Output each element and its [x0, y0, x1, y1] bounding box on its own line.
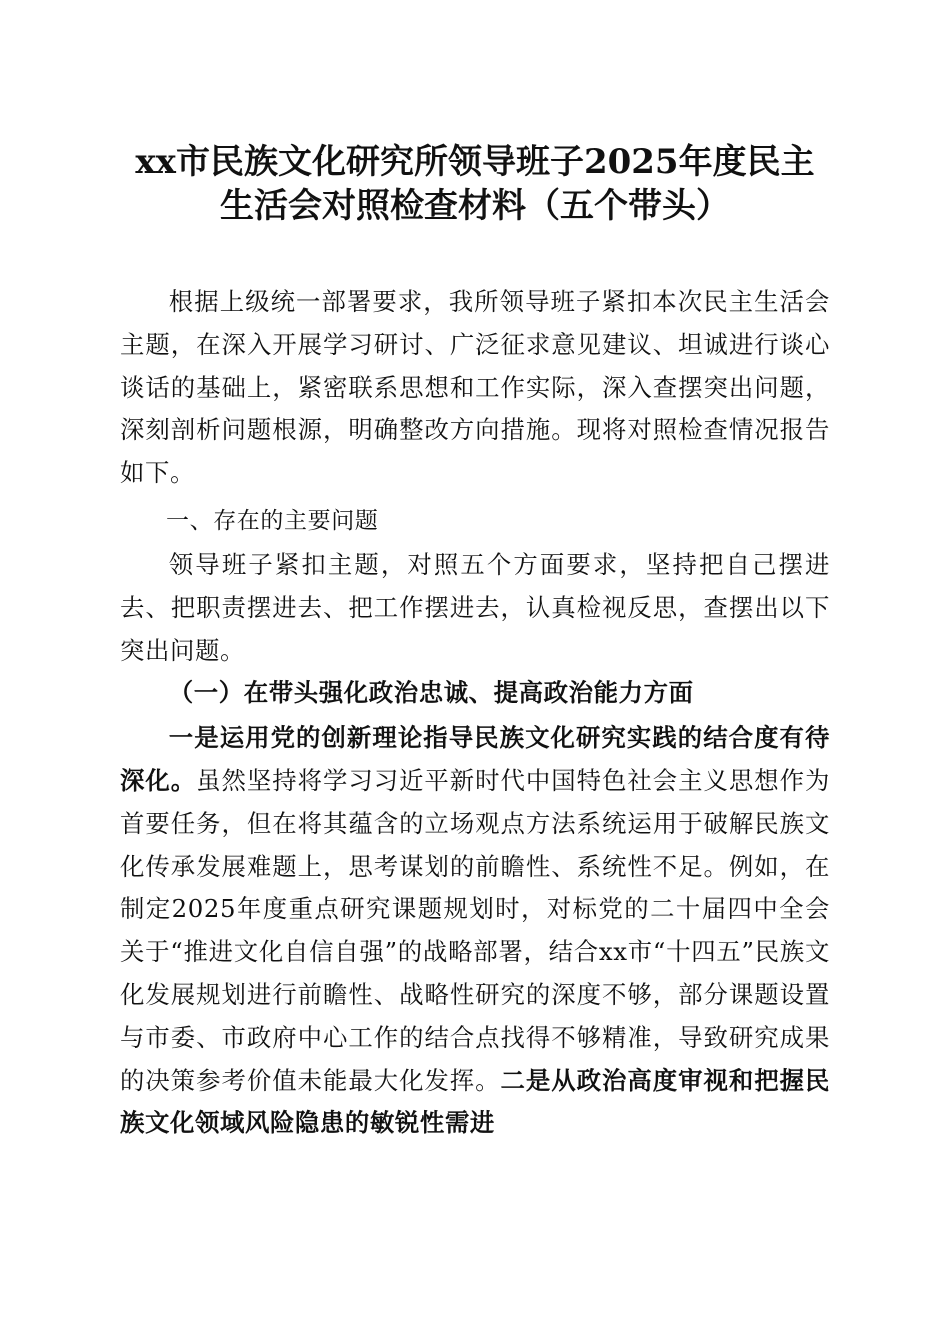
subsection-1-heading: （一）在带头强化政治忠诚、提高政治能力方面	[168, 678, 694, 708]
point-1-paragraph	[120, 717, 830, 1145]
section-1-intro-paragraph: 领导班子紧扣主题，对照五个方面要求，坚持把自己摆进去、把职责摆进去、把工作摆进去，认真检视反思，查摆出以下突出问题。	[120, 550, 830, 665]
intro-paragraph: 根据上级统一部署要求，我所领导班子紧扣本次民主生活会主题，在深入开展学习研讨、广泛征求意见建议、坦诚进行谈心谈话的基础上，紧密联系思想和工作实际，深入查摆突出问题，深刻剖析问题根源，明确整改方向措施。现将对照检查情况报告如下。	[120, 287, 830, 488]
document-title	[110, 140, 840, 228]
point-2-lead: 二是从政治高度审视和把握民族文化领域风险隐患的敏锐性需进	[120, 1065, 830, 1138]
point-1-body: 虽然坚持将学习习近平新时代中国特色社会主义思想作为首要任务，但在将其蕴含的立场观点方法系统运用于破解民族文化传承发展难题上，思考谋划的前瞻性、系统性不足。例如，在制定2025年度重点研究课题规划时，对标党的二十届四中全会关于“推进文化自信自强”的战略部署，结合xx市“十四五”民族文化发展规划进行前瞻性、战略性研究的深度不够，部分课题设置与市委、市政府中心工作的结合点找得不够精准，导致研究成果的决策参考价值未能最大化发挥。	[120, 765, 830, 1095]
section-1-heading: 一、存在的主要问题	[166, 508, 379, 534]
point-1-lead: 一是运用党的创新理论指导民族文化研究实践的结合度有待深化。	[120, 723, 830, 795]
title-line-1: xx市民族文化研究所领导班子2025年度民主	[135, 142, 815, 182]
title-line-2: 生活会对照检查材料（五个带头）	[220, 186, 730, 226]
intro-block	[120, 281, 830, 495]
section-1	[120, 500, 830, 1145]
